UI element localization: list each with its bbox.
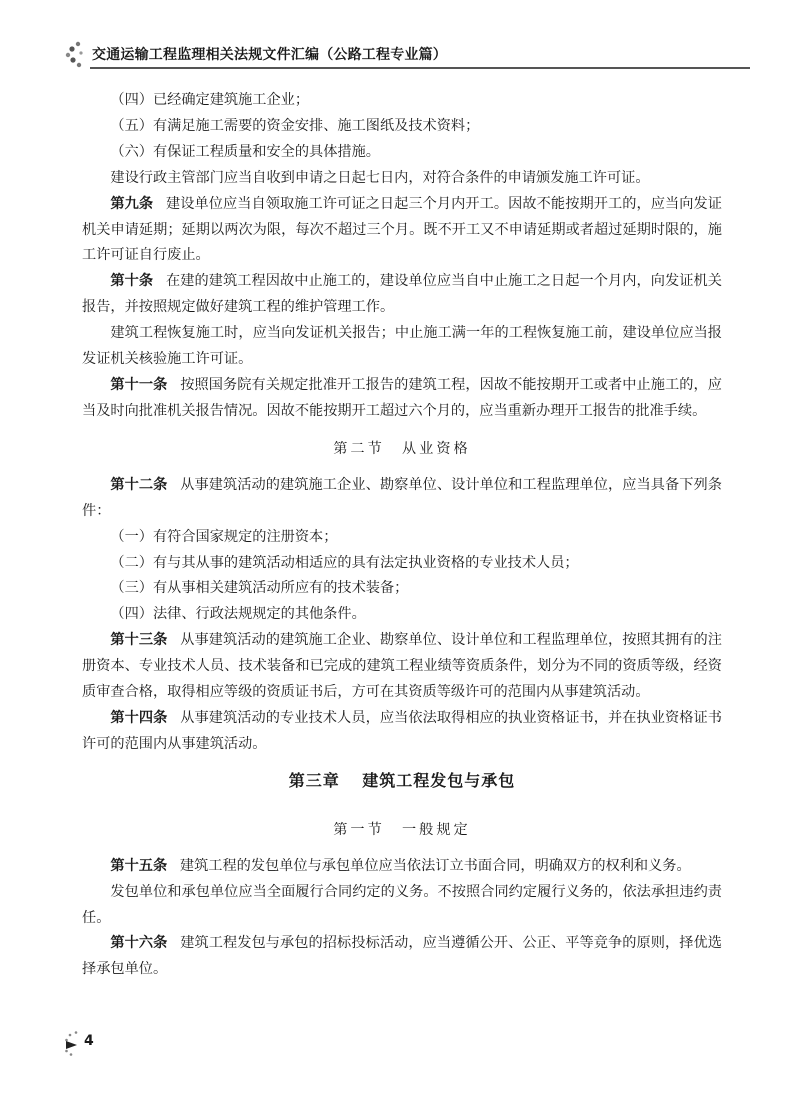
article-label: 第十五条 [110,857,168,874]
article-12 [82,473,722,525]
condition-item: （二）有与其从事的建筑活动相适应的具有法定执业资格的专业技术人员； [110,554,579,571]
condition-item: （六）有保证工程质量和安全的具体措施。 [110,143,380,160]
paragraph: 建筑工程恢复施工时，应当向发证机关报告；中止施工满一年的工程恢复施工前，建设单位应当报发证机关核验施工许可证。 [82,325,722,368]
chapter-name: 建筑工程发包与承包 [362,770,516,790]
running-header-title: 交通运输工程监理相关法规文件汇编（公路工程专业篇） [92,47,447,63]
chapter-title [82,758,722,806]
decorative-dots-icon [64,40,86,70]
article-text: 按照国务院有关规定批准开工报告的建筑工程，因故不能按期开工或者中止施工的，应当及时向批准机关报告情况。因故不能按期开工超过六个月的，应当重新办理开工报告的批准手续。 [82,376,722,419]
article-text: 从事建筑活动的专业技术人员，应当依法取得相应的执业资格证书，并在执业资格证书许可的范围内从事建筑活动。 [82,709,722,752]
article-16 [82,931,722,983]
article-label: 第十条 [110,273,154,290]
article-text: 从事建筑活动的建筑施工企业、勘察单位、设计单位和工程监理单位，按照其拥有的注册资本、专业技术人员、技术装备和已完成的建筑工程业绩等资质条件，划分为不同的资质等级，经资质审查合格，取得相应等级的资质证书后，方可在其资质等级许可的范围内从事建筑活动。 [82,632,722,701]
article-text: 建筑工程发包与承包的招标投标活动，应当遵循公开、公正、平等竞争的原则，择优选择承包单位。 [82,935,722,978]
article-11 [82,373,722,425]
section-title: 第二节 从业资格 [333,440,471,457]
page-number: 4 [84,1033,94,1049]
article-text: 建设单位应当自领取施工许可证之日起三个月内开工。因故不能按期开工的，应当向发证机关申请延期；延期以两次为限，每次不超过三个月。既不开工又不申请延期或者超过延期时限的，施工许可证自行废止。 [82,195,722,264]
condition-item: （一）有符合国家规定的注册资本； [110,528,338,545]
article-text: 建筑工程的发包单位与承包单位应当依法订立书面合同，明确双方的权利和义务。 [179,857,691,874]
article-label: 第十六条 [110,935,168,952]
article-text: 从事建筑活动的建筑施工企业、勘察单位、设计单位和工程监理单位，应当具备下列条件： [82,476,722,519]
article-label: 第九条 [110,195,154,212]
page-footer [64,1026,114,1060]
page-content [82,88,722,983]
paragraph: 发包单位和承包单位应当全面履行合同约定的义务。不按照合同约定履行义务的，依法承担违约责任。 [82,883,722,926]
condition-item: （五）有满足施工需要的资金安排、施工图纸及技术资料； [110,117,480,134]
condition-item: （四）已经确定建筑施工企业； [110,92,310,108]
article-label: 第十二条 [110,476,168,493]
header-rule [90,67,750,69]
article-label: 第十一条 [110,376,168,393]
condition-item: （四）法律、行政法规规定的其他条件。 [110,606,366,623]
article-13 [82,628,722,706]
section-title: 第一节 一般规定 [333,821,471,838]
chapter-number: 第三章 [288,770,340,790]
page-header [64,38,744,74]
article-14 [82,706,722,758]
article-label: 第十三条 [110,632,168,649]
condition-item: （三）有从事相关建筑活动所应有的技术装备； [110,580,409,597]
article-9 [82,192,722,270]
article-label: 第十四条 [110,709,168,726]
page-marker-icon [64,1030,86,1056]
article-text: 在建的建筑工程因故中止施工的，建设单位应当自中止施工之日起一个月内，向发证机关报告，并按照规定做好建筑工程的维护管理工作。 [82,273,722,316]
article-15 [82,854,722,880]
article-10 [82,269,722,321]
paragraph: 建设行政主管部门应当自收到申请之日起七日内，对符合条件的申请颁发施工许可证。 [110,169,650,186]
